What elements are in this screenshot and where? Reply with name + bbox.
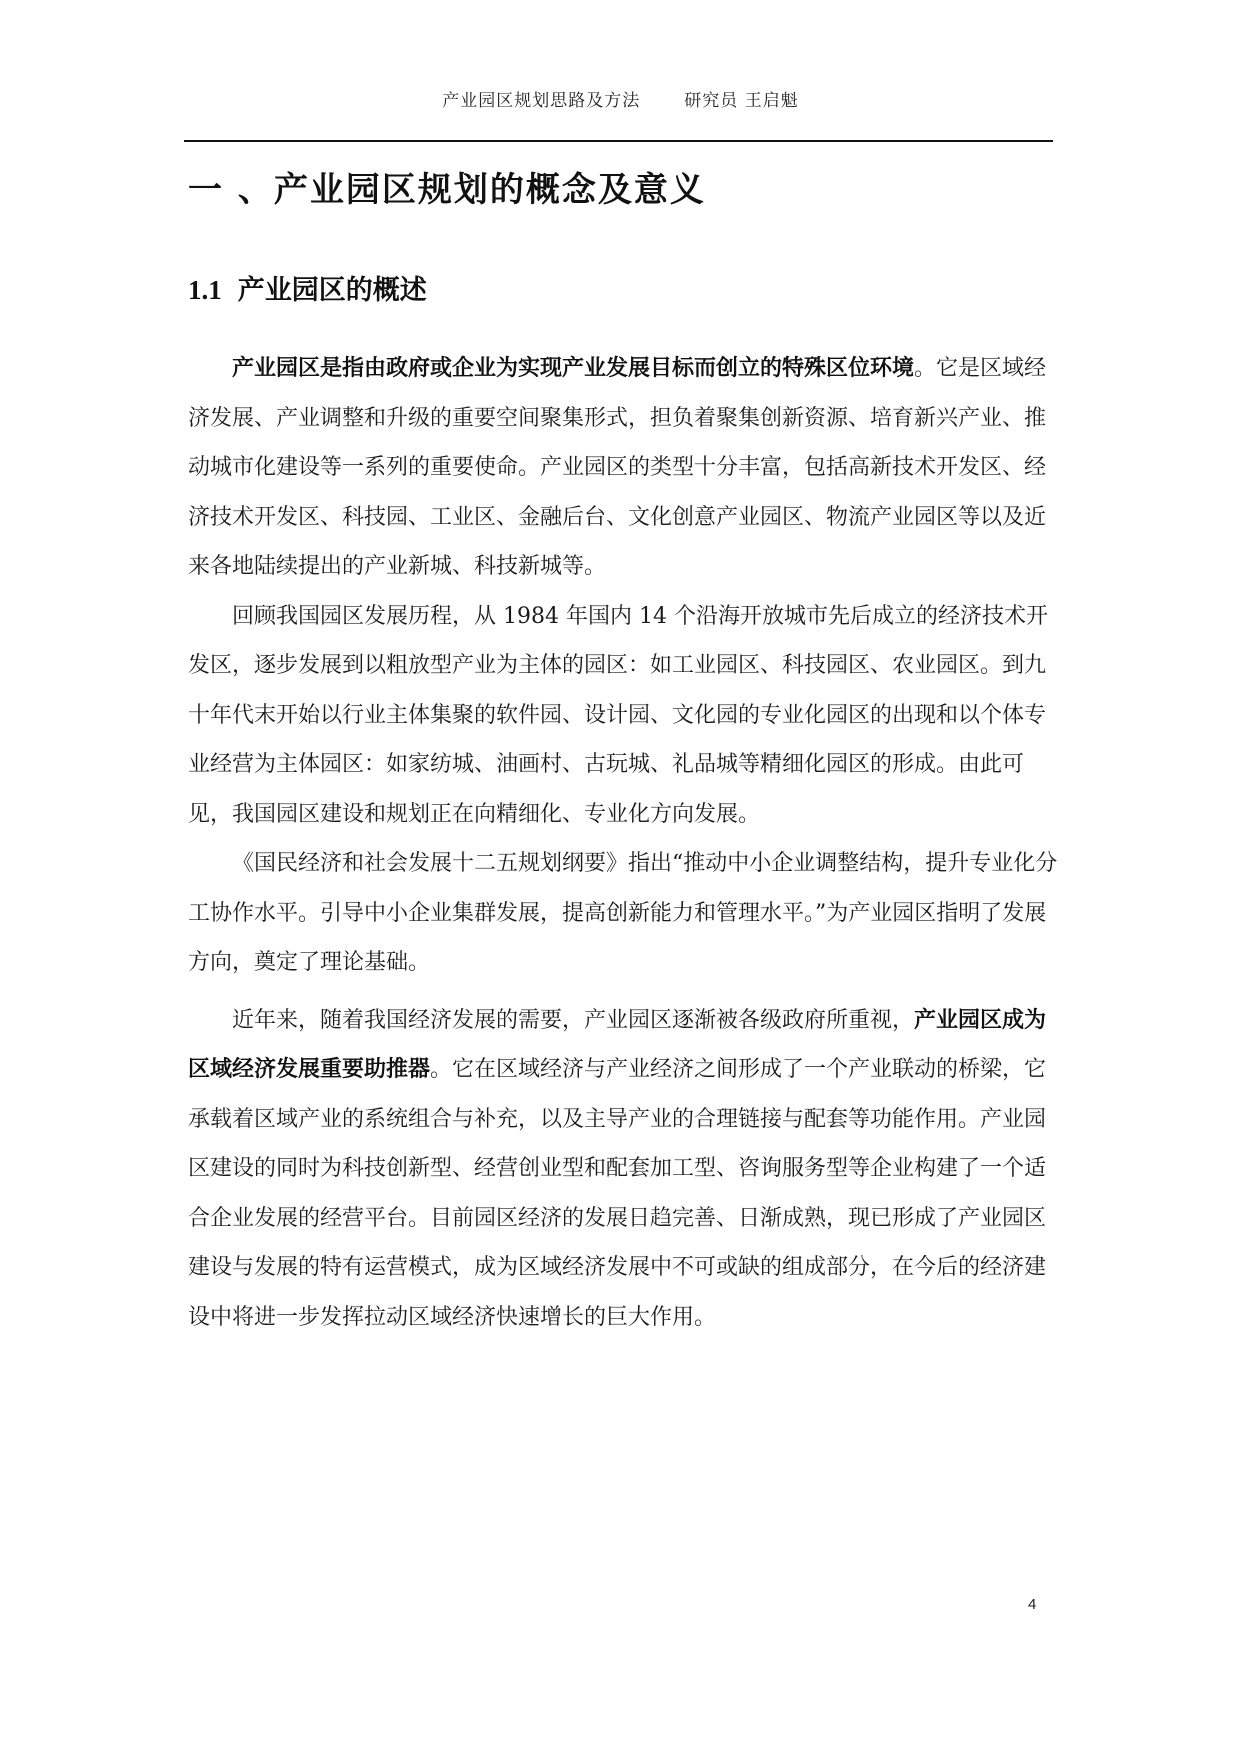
paragraph-1-rest: 。它是区域经济发展、产业调整和升级的重要空间聚集形式，担负着聚集创新资源、培育新兴产业、推动城市化建设等一系列的重要使命。产业园区的类型十分丰富，包括高新技术开发区、经济技术开发区、科技园、工业区、金融后台、文化创意产业园区、物流产业园区等以及近来各地陆续提出的产业新城、科技新城等。 (188, 356, 1047, 579)
header-title: 产业园区规划思路及方法 (442, 91, 641, 111)
paragraph-4-bold: 产业园区成为区域经济发展重要助推器 (188, 1007, 1047, 1082)
body-text (188, 344, 1058, 1342)
section-heading (188, 268, 427, 307)
header-author: 研究员 王启魁 (684, 91, 799, 111)
header-divider (184, 140, 1053, 142)
section-number: 1.1 (188, 275, 222, 305)
page-number: 4 (1028, 1596, 1037, 1613)
paragraph-4-lead: 近年来，随着我国经济发展的需要，产业园区逐渐被各级政府所重视， (232, 1007, 915, 1033)
chapter-heading: 一 、产业园区规划的概念及意义 (188, 170, 706, 210)
paragraph-4 (188, 996, 1058, 1343)
paragraph-1-bold: 产业园区是指由政府或企业为实现产业发展目标而创立的特殊区位环境 (232, 356, 915, 381)
paragraph-4-rest: 。它在区域经济与产业经济之间形成了一个产业联动的桥梁，它承载着区域产业的系统组合与补充，以及主导产业的合理链接与配套等功能作用。产业园区建设的同时为科技创新型、经营创业型和配套加工型、咨询服务型等企业构建了一个适合企业发展的经营平台。目前园区经济的发展日趋完善、日渐成熟，现已形成了产业园区建设与发展的特有运营模式，成为区域经济发展中不可或缺的组成部分，在今后的经济建设中将进一步发挥拉动区域经济快速增长的巨大作用。 (188, 1057, 1047, 1330)
section-title: 产业园区的概述 (237, 275, 427, 306)
paragraph-1 (188, 344, 1058, 592)
running-header (0, 86, 1241, 111)
paragraph-3: 《国民经济和社会发展十二五规划纲要》指出“推动中小企业调整结构，提升专业化分工协作水平。引导中小企业集群发展，提高创新能力和管理水平。”为产业园区指明了发展方向，奠定了理论基础。 (188, 851, 1058, 975)
paragraph-2: 回顾我国园区发展历程，从 1984 年国内 14 个沿海开放城市先后成立的经济技术开发区，逐步发展到以粗放型产业为主体的园区：如工业园区、科技园区、农业园区。到九十年代末开始以行业主体集聚的软件园、设计园、文化园的专业化园区的出现和以个体专业经营为主体园区：如家纺城、油画村、古玩城、礼品城等精细化园区的形成。由此可见，我国园区建设和规划正在向精细化、专业化方向发展。 (188, 603, 1048, 827)
